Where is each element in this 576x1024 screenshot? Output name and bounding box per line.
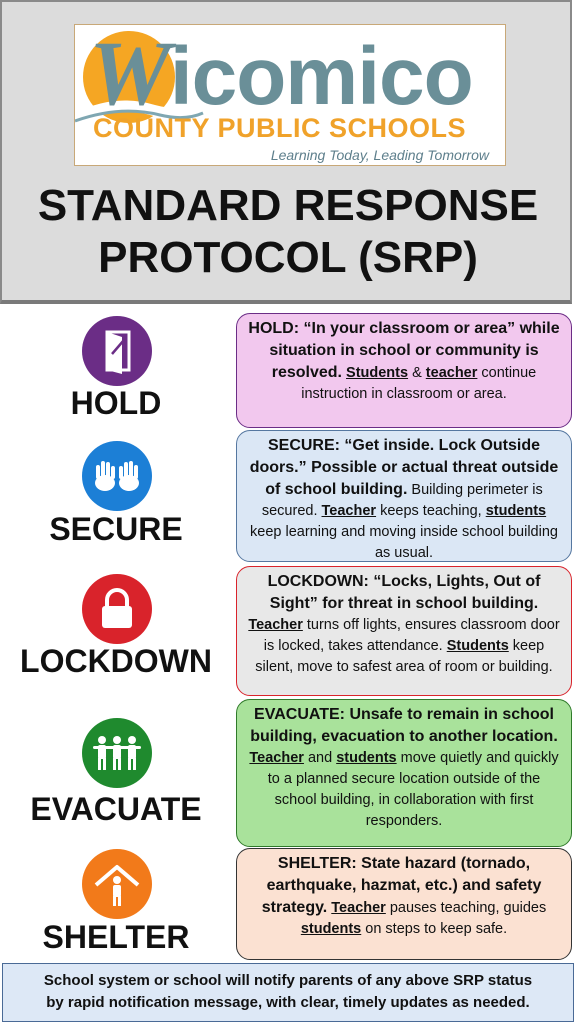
protocol-role-1-hold: Students — [346, 365, 409, 381]
protocol-label-lockdown: LOCKDOWN — [20, 643, 212, 679]
hands-icon — [82, 441, 152, 511]
protocol-role-1-lockdown: Teacher — [248, 617, 303, 633]
header-panel — [0, 0, 572, 304]
district-logo — [74, 24, 506, 166]
protocol-role-1-evacuate: Teacher — [249, 750, 304, 766]
protocol-lead-shelter: SHELTER: State hazard (tornado, earthquake, hazmat, etc.) and safety strategy. — [261, 855, 542, 916]
logo-wordmark — [89, 24, 473, 124]
protocol-label-shelter: SHELTER — [42, 919, 190, 955]
padlock-icon — [82, 574, 152, 644]
shelter-person-icon — [82, 849, 152, 919]
protocol-role-2-lockdown: Students — [446, 638, 509, 654]
people-icon — [82, 718, 152, 788]
protocol-text-1-shelter: pauses teaching, guides — [385, 900, 547, 916]
footer-line-2: by rapid notification message, with clear, timely updates as needed. — [46, 994, 530, 1011]
protocol-role-2-secure: students — [485, 503, 547, 519]
page-title-line-2: PROTOCOL (SRP) — [98, 233, 478, 282]
page-title-line-1: STANDARD RESPONSE — [37, 181, 539, 230]
protocol-box-hold — [236, 313, 572, 428]
page-title — [2, 180, 574, 284]
footer-line-1: School system or school will notify parents of any above SRP status — [43, 972, 533, 989]
logo-wordmark-rest: icomico — [169, 31, 473, 122]
protocol-role-1-secure: Teacher — [321, 503, 377, 519]
protocol-role-2-shelter: students — [300, 921, 362, 937]
protocol-box-secure — [236, 430, 572, 562]
protocol-lead-hold: HOLD: “In your classroom or area” while situation in school or community is resolved. — [248, 320, 560, 381]
protocol-role-1-shelter: Teacher — [331, 900, 386, 916]
logo-subtitle: COUNTY PUBLIC SCHOOLS — [93, 113, 467, 143]
protocol-text-1-hold: & — [408, 365, 426, 381]
protocol-lead-evacuate: EVACUATE: Unsafe to remain in school building, evacuation to another location. — [250, 706, 558, 745]
logo-wordmark-w: W — [89, 24, 170, 124]
footer-notice — [2, 963, 574, 1022]
protocol-box-shelter — [236, 848, 572, 960]
protocol-role-2-hold: teacher — [425, 365, 478, 381]
protocol-box-evacuate — [236, 699, 572, 847]
protocol-text-2-hold: continue instruction in classroom or area. — [301, 365, 537, 402]
protocol-label-hold: HOLD — [70, 385, 162, 421]
protocol-lead-secure: SECURE: “Get inside. Lock Outside doors.” Possible or actual threat outside of school building. — [249, 437, 559, 498]
protocol-text-1-lockdown: turns off lights, ensures classroom door is locked, takes attendance. — [263, 617, 560, 654]
logo-tagline: Learning Today, Leading Tomorrow — [270, 147, 489, 163]
door-icon — [82, 316, 152, 386]
protocol-text-0-secure: Building perimeter is secured. — [261, 482, 543, 519]
protocol-text-2-lockdown: keep silent, move to safest area of room or building. — [255, 638, 553, 675]
protocol-text-2-secure: keep learning and moving inside school building as usual. — [250, 524, 558, 561]
protocol-text-1-evacuate: and — [303, 750, 337, 766]
protocol-text-1-secure: keeps teaching, — [376, 503, 486, 519]
protocol-text-2-shelter: on steps to keep safe. — [361, 921, 508, 937]
protocol-label-evacuate: EVACUATE — [30, 791, 202, 827]
protocol-box-lockdown — [236, 566, 572, 696]
protocol-role-2-evacuate: students — [336, 750, 397, 766]
protocol-lead-lockdown: LOCKDOWN: “Locks, Lights, Out of Sight” for threat in school building. — [267, 573, 541, 612]
protocol-text-2-evacuate: move quietly and quickly to a planned secure location outside of the school building, in collaboration with first responders. — [267, 750, 559, 829]
protocol-label-secure: SECURE — [49, 511, 183, 547]
